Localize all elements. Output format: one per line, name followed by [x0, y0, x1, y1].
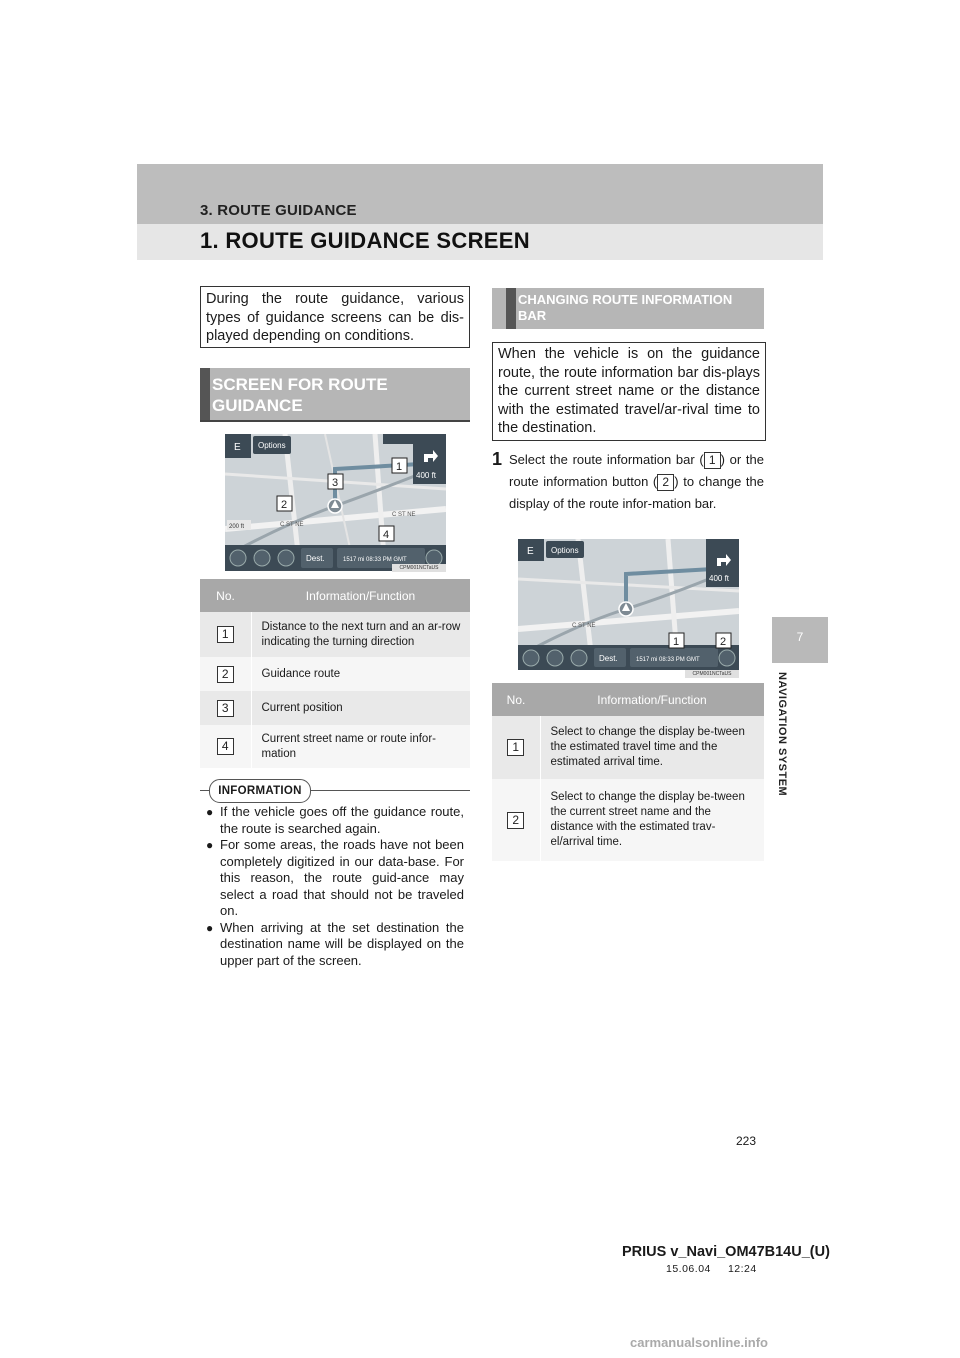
intro-box-right — [492, 342, 766, 441]
section-label: 3. ROUTE GUIDANCE — [200, 202, 357, 219]
page-number: 223 — [736, 1134, 757, 1148]
row-text: Current position — [251, 691, 470, 725]
row-text: Select to change the display be-tween the estimated travel time and the estimated arrival time. — [540, 716, 764, 779]
svg-text:E: E — [234, 442, 241, 453]
section-header-changing — [506, 288, 764, 329]
intro-text: When the vehicle is on the guidance route, the route information bar dis-plays the current street name or the distance with the estimated travel/ar-rival time to the destination. — [498, 346, 760, 436]
intro-box — [200, 286, 470, 348]
svg-text:C ST NE: C ST NE — [280, 522, 304, 528]
svg-text:Dest.: Dest. — [306, 554, 325, 563]
information-list — [206, 804, 464, 969]
row-number-badge: 3 — [217, 700, 234, 717]
watermark: carmanualsonline.info — [630, 1335, 768, 1350]
chapter-number: 7 — [796, 630, 804, 644]
svg-text:1517 mi 08:33 PM GMT: 1517 mi 08:33 PM GMT — [343, 557, 407, 563]
row-number-badge: 1 — [217, 626, 234, 643]
row-number-badge: 2 — [217, 666, 234, 683]
row-text: Guidance route — [251, 657, 470, 691]
intro-text: During the route guidance, various types of guidance screens can be dis-played depending on conditions. — [206, 291, 464, 344]
svg-text:200 ft: 200 ft — [229, 524, 245, 530]
svg-text:1: 1 — [396, 461, 403, 473]
row-text: Select to change the display be-tween the current street name and the distance with the estimated trav-el/arrival time. — [540, 779, 764, 861]
information-label: INFORMATION — [209, 779, 311, 803]
inline-badge: 2 — [657, 474, 674, 491]
image-code: CPM001NCTaUS — [392, 564, 446, 572]
step-text: Select the route information bar ( 1 ) or the route information button ( 2 ) to change the display of the route infor-mation bar. — [509, 452, 765, 511]
document-id: PRIUS v_Navi_OM47B14U_(U) — [622, 1244, 830, 1260]
list-item: ● If the vehicle goes off the guidance route, the route is searched again. — [206, 804, 464, 836]
inline-badge: 1 — [704, 452, 721, 469]
svg-text:C ST NE: C ST NE — [392, 512, 416, 518]
svg-text:2: 2 — [720, 636, 727, 648]
step-number: 1 — [492, 449, 503, 469]
list-item: ● When arriving at the set destination the destination name will be displayed on the upper part of the screen. — [206, 919, 464, 968]
svg-text:3: 3 — [332, 477, 339, 489]
info-table-right — [492, 683, 764, 861]
svg-text:400 ft: 400 ft — [416, 471, 437, 480]
table-row — [200, 725, 470, 768]
svg-text:Options: Options — [551, 546, 579, 555]
col-header-no: No. — [492, 683, 540, 716]
svg-text:Options: Options — [258, 441, 286, 450]
svg-text:1517 mi 08:33 PM GMT: 1517 mi 08:33 PM GMT — [636, 657, 700, 663]
chapter-side-label: NAVIGATION SYSTEM — [776, 672, 788, 797]
image-code: CPM001NCTaUS — [685, 670, 739, 678]
row-text: Distance to the next turn and an ar-row indicating the turning direction — [251, 612, 470, 657]
svg-text:C ST NE: C ST NE — [572, 623, 596, 629]
table-row — [200, 657, 470, 691]
section-header-screen — [200, 368, 470, 422]
section-title: CHANGING ROUTE INFORMATION BAR — [518, 292, 733, 323]
nav-screen-image — [225, 434, 446, 571]
svg-text:1: 1 — [673, 636, 680, 648]
svg-text:400 ft: 400 ft — [709, 574, 730, 583]
row-text: Current street name or route infor-mation — [251, 725, 470, 768]
row-number-badge: 1 — [507, 739, 524, 756]
col-header-no: No. — [200, 579, 251, 612]
section-header-edge — [492, 288, 506, 329]
table-row — [200, 691, 470, 725]
row-number-badge: 2 — [507, 812, 524, 829]
info-table-left — [200, 579, 470, 768]
svg-text:Dest.: Dest. — [599, 654, 618, 663]
col-header-info: Information/Function — [540, 683, 764, 716]
table-row — [492, 779, 764, 861]
col-header-info: Information/Function — [251, 579, 470, 612]
row-number-badge: 4 — [217, 738, 234, 755]
svg-text:4: 4 — [383, 529, 390, 541]
section-title: SCREEN FOR ROUTE GUIDANCE — [212, 375, 388, 415]
document-date: 15.06.04 12:24 — [666, 1263, 757, 1275]
svg-text:E: E — [527, 546, 534, 557]
svg-text:2: 2 — [281, 499, 288, 511]
nav-screen-image-2 — [518, 539, 739, 670]
table-row — [492, 716, 764, 779]
page-title: 1. ROUTE GUIDANCE SCREEN — [200, 228, 530, 253]
list-item: ● For some areas, the roads have not been completely digitized in our data-base. For this reason, the route guid-ance may select a road that should not be traveled on. — [206, 837, 464, 918]
table-row — [200, 612, 470, 657]
